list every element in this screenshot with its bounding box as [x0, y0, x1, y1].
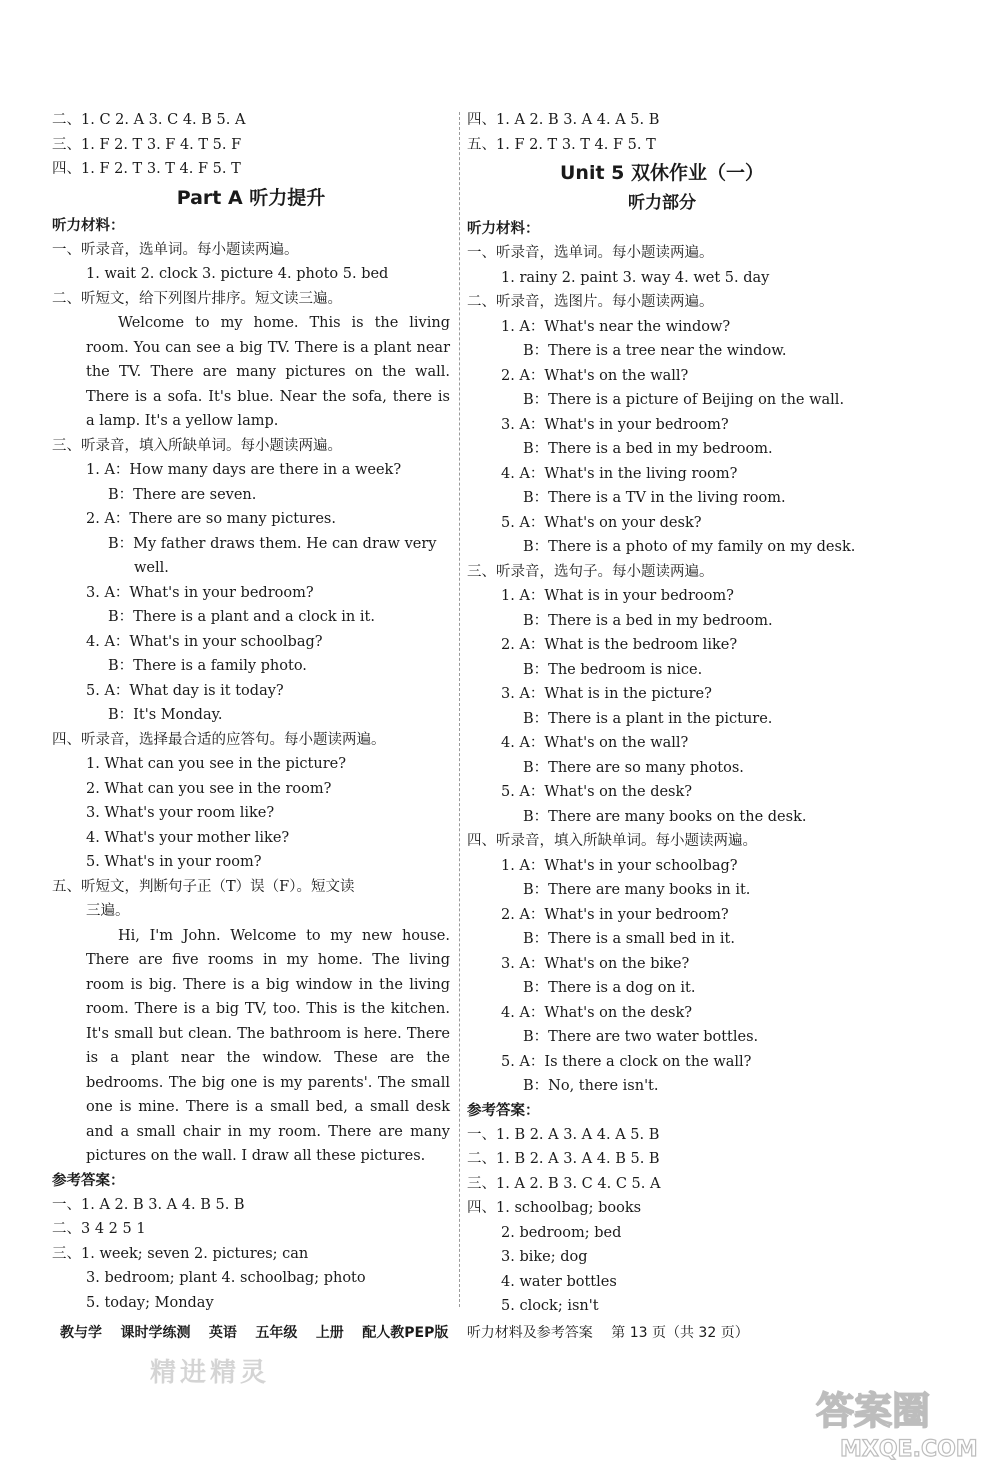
- answer-line: 三、1. F 2. T 3. F 4. T 5. F: [52, 136, 242, 153]
- answer-line: 四、1. F 2. T 3. T 4. F 5. T: [52, 161, 241, 177]
- dialogue-b: B：There are so many photos.: [523, 759, 744, 776]
- dialogue-a: 4. A：What's in the living room?: [501, 465, 738, 482]
- answers-label: 参考答案：: [52, 1172, 125, 1189]
- dialogue-b: B：No, there isn't.: [523, 1078, 659, 1094]
- dialogue-b: B：There is a dog on it.: [523, 980, 696, 996]
- dialogue-a: 1. A：How many days are there in a week?: [86, 462, 402, 478]
- dialogue-a: 2. A：What is the bedroom like?: [501, 637, 738, 653]
- dialogue-a: 1. A：What's near the window?: [501, 318, 731, 335]
- page-footer: [60, 1322, 940, 1342]
- faded-stamp-watermark: 精进精灵: [150, 1358, 271, 1388]
- dialogue-b: B：The bedroom is nice.: [523, 661, 703, 678]
- dialogue-b: B：There are many books in it.: [523, 882, 751, 898]
- dialogue-b: B：There is a plant and a clock in it.: [108, 609, 375, 625]
- left-column: [52, 108, 450, 1315]
- answer-line: 四、1. A 2. B 3. A 4. A 5. B: [467, 112, 660, 128]
- answer-line: 三、1. A 2. B 3. C 4. C 5. A: [467, 1175, 661, 1192]
- exercise-title: 四、听录音，选择最合适的应答句。每小题读两遍。: [52, 731, 386, 748]
- dialogue-a: 1. A：What is in your bedroom?: [501, 588, 734, 604]
- question-item: 5. What's in your room?: [86, 854, 262, 870]
- dialogue-a: 4. A：What's on the wall?: [501, 735, 689, 751]
- footer-volume: 上册: [315, 1325, 344, 1341]
- section-subheading: 听力部分: [628, 193, 696, 213]
- dialogue-a: 3. A：What's on the bike?: [501, 955, 690, 972]
- passage: Welcome to my home. This is the living room. You can see a big TV. There is a plant near the TV. There are many pictures on the wall. There is a sofa. It's blue. Near the sofa, there is a lamp. It's a yellow lamp.: [86, 315, 450, 429]
- dialogue-a: 1. A：What's in your schoolbag?: [501, 857, 738, 874]
- exercise-title: 二、听录音，选图片。每小题读两遍。: [467, 294, 714, 310]
- answer-line: 三、1. week; seven 2. pictures; can: [52, 1245, 309, 1262]
- exercise-title-cont: 三遍。: [86, 903, 130, 919]
- exercise-title: 二、听短文，给下列图片排序。短文读三遍。: [52, 290, 342, 307]
- dialogue-a: 3. A：What's in your bedroom?: [501, 416, 729, 433]
- exercise-title: 三、听录音，选句子。每小题读两遍。: [467, 563, 714, 580]
- word-list: 1. wait 2. clock 3. picture 4. photo 5. bed: [86, 266, 389, 282]
- dialogue-b: B：There is a plant in the picture.: [523, 710, 773, 727]
- dialogue-b: B：There is a bed in my bedroom.: [523, 441, 773, 457]
- dialogue-a: 2. A：What's on the wall?: [501, 367, 689, 384]
- answer-line: 二、1. C 2. A 3. C 4. B 5. A: [52, 112, 246, 128]
- dialogue-b: B：There are seven.: [108, 486, 257, 503]
- answer-line: 二、1. B 2. A 3. A 4. B 5. B: [467, 1151, 660, 1167]
- footer-brand: 教与学: [60, 1325, 102, 1341]
- answer-line: 一、1. A 2. B 3. A 4. B 5. B: [52, 1196, 245, 1213]
- dialogue-a: 5. A：What's on your desk?: [501, 514, 702, 531]
- dialogue-a: 4. A：What's on the desk?: [501, 1004, 693, 1021]
- dialogue-b: B：There are two water bottles.: [523, 1029, 759, 1045]
- dialogue-b: B：There is a family photo.: [108, 658, 307, 674]
- dialogue-b: B：It's Monday.: [108, 707, 223, 723]
- listening-label: 听力材料：: [52, 217, 125, 234]
- answer-line: 5. today; Monday: [86, 1294, 214, 1311]
- question-item: 3. What's your room like?: [86, 805, 275, 821]
- dialogue-a: 2. A：There are so many pictures.: [86, 511, 336, 527]
- answer-line: 二、3 4 2 5 1: [52, 1221, 146, 1237]
- right-column: [467, 108, 857, 1319]
- answer-line: 3. bike; dog: [501, 1249, 588, 1265]
- exercise-title: 三、听录音，填入所缺单词。每小题读两遍。: [52, 437, 342, 454]
- answers-label: 参考答案：: [467, 1102, 540, 1119]
- watermark-logo-icon: [810, 1378, 990, 1464]
- dialogue-a: 5. A：What's on the desk?: [501, 784, 693, 800]
- word-list: 1. rainy 2. paint 3. way 4. wet 5. day: [501, 269, 770, 286]
- answer-line: 2. bedroom; bed: [501, 1224, 622, 1241]
- answer-line: 5. clock; isn't: [501, 1298, 599, 1314]
- exercise-title: 四、听录音，填入所缺单词。每小题读两遍。: [467, 833, 757, 849]
- question-item: 1. What can you see in the picture?: [86, 756, 346, 772]
- exercise-title: 五、听短文，判断句子正（T）误（F）。短文读: [52, 878, 355, 895]
- dialogue-a: 4. A：What's in your schoolbag?: [86, 633, 323, 650]
- column-divider: [459, 112, 460, 1307]
- answer-line: 4. water bottles: [501, 1273, 617, 1290]
- dialogue-b: B：There are many books on the desk.: [523, 808, 807, 825]
- section-heading: Part A 听力提升: [176, 186, 326, 209]
- exercise-title: 一、听录音，选单词。每小题读两遍。: [52, 241, 299, 258]
- question-item: 2. What can you see in the room?: [86, 780, 332, 797]
- dialogue-a: 3. A：What is in the picture?: [501, 686, 712, 702]
- passage: Hi, I'm John. Welcome to my new house. There are five rooms in my home. The living room is big. There is a big window in the living room. There is a big TV, too. This is the kitchen. It's small but clean. The bathroom is here. There is a plant near the window. These are the bedrooms. The big one is my parents'. The small one is mine. There is a small bed, a small desk and a small chair in my room. There are many pictures on the wall. I draw all these pictures.: [86, 927, 450, 1164]
- answer-line: 四、1. schoolbag; books: [467, 1200, 642, 1216]
- logo-title: 答案圈: [816, 1389, 931, 1433]
- footer-edition: 配人教PEP版: [362, 1325, 449, 1341]
- dialogue-b: B：There is a photo of my family on my desk.: [523, 539, 856, 555]
- answer-line: 五、1. F 2. T 3. T 4. F 5. T: [467, 136, 656, 153]
- answer-line: 一、1. B 2. A 3. A 4. A 5. B: [467, 1126, 660, 1143]
- logo-url: MXQE.COM: [840, 1437, 978, 1462]
- dialogue-a: 2. A：What's in your bedroom?: [501, 906, 729, 923]
- footer-section: 听力材料及参考答案: [466, 1325, 593, 1341]
- dialogue-b-cont: well.: [134, 560, 169, 576]
- unit-heading: Unit 5 双休作业（一）: [560, 162, 764, 184]
- dialogue-b: B：There is a tree near the window.: [523, 343, 787, 359]
- footer-page-number: 第 13 页（共 32 页）: [611, 1325, 749, 1341]
- answer-line: 3. bedroom; plant 4. schoolbag; photo: [86, 1270, 366, 1286]
- dialogue-a: 3. A：What's in your bedroom?: [86, 584, 314, 601]
- listening-label: 听力材料：: [467, 221, 540, 237]
- dialogue-b: B：My father draws them. He can draw very: [108, 535, 437, 552]
- footer-series: 课时学练测: [120, 1325, 191, 1341]
- footer-subject: 英语: [208, 1325, 237, 1341]
- footer-grade: 五年级: [255, 1325, 298, 1341]
- dialogue-b: B：There is a TV in the living room.: [523, 490, 786, 506]
- dialogue-a: 5. A：What day is it today?: [86, 682, 284, 699]
- dialogue-b: B：There is a picture of Beijing on the wall.: [523, 392, 845, 408]
- dialogue-a: 5. A：Is there a clock on the wall?: [501, 1053, 752, 1070]
- dialogue-b: B：There is a bed in my bedroom.: [523, 612, 773, 629]
- exercise-title: 一、听录音，选单词。每小题读两遍。: [467, 245, 714, 261]
- question-item: 4. What's your mother like?: [86, 829, 290, 846]
- dialogue-b: B：There is a small bed in it.: [523, 931, 735, 947]
